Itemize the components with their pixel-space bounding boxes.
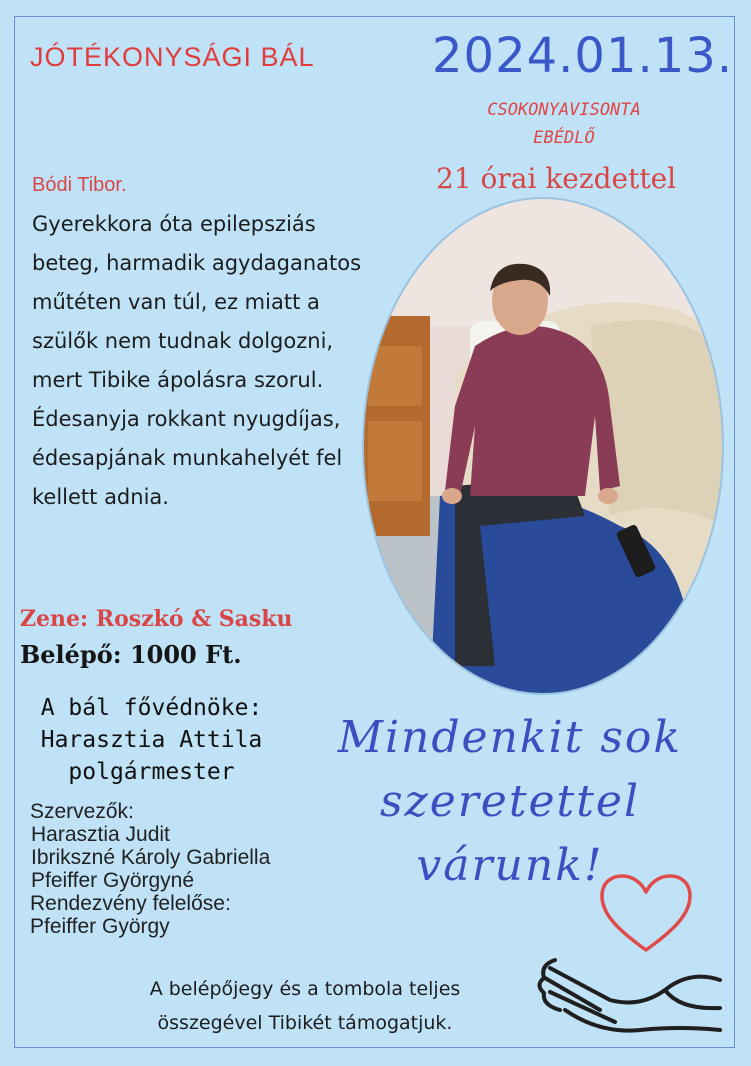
footer-line: A belépőjegy és a tombola teljes xyxy=(149,978,461,1000)
organizers-block xyxy=(30,800,270,938)
organizer-name: Ibrikszné Károly Gabriella xyxy=(31,846,271,869)
event-venue: CSOKONYAVISONTA xyxy=(487,100,641,120)
event-title: JÓTÉKONYSÁGI BÁL xyxy=(30,42,315,72)
patron-title: polgármester xyxy=(68,759,235,785)
organizer-name: Harasztia Judit xyxy=(31,823,170,846)
patron-name: Harasztia Attila xyxy=(40,727,263,753)
welcome-line: várunk! xyxy=(416,840,604,891)
beneficiary-story: Gyerekkora óta epilepsziás beteg, harmadik agydaganatos műtéten van túl, ez miatt a szülők nem tudnak dolgozni, mert Tibike ápolásra szorul. Édesanyja rokkant nyugdíjas, édesapjának munkahelyét fel kellett adnia. xyxy=(32,212,362,509)
welcome-line: szeretettel xyxy=(379,776,641,827)
welcome-message xyxy=(320,706,700,898)
event-venue-room: EBÉDLŐ xyxy=(533,128,595,148)
patron-heading: A bál fővédnöke: xyxy=(40,695,263,721)
footer-note xyxy=(90,972,520,1040)
patron-block xyxy=(14,692,289,788)
entry-fee: Belépő: 1000 Ft. xyxy=(20,640,242,669)
responsible-heading: Rendezvény felelőse: xyxy=(30,892,231,915)
responsible-name: Pfeiffer György xyxy=(30,915,170,938)
welcome-line: Mindenkit sok xyxy=(337,712,683,763)
beneficiary-name: Bódi Tibor. xyxy=(32,174,127,196)
footer-line: összegével Tibikét támogatjuk. xyxy=(157,1012,453,1034)
music-line: Zene: Roszkó & Sasku xyxy=(20,606,293,632)
organizers-heading: Szervezők: xyxy=(30,800,134,823)
organizer-name: Pfeiffer Györgyné xyxy=(31,869,195,892)
event-start-time: 21 órai kezdettel xyxy=(436,162,677,195)
beneficiary-photo xyxy=(360,196,726,696)
event-date: 2024.01.13. xyxy=(432,28,734,84)
hand-icon xyxy=(530,930,730,1040)
